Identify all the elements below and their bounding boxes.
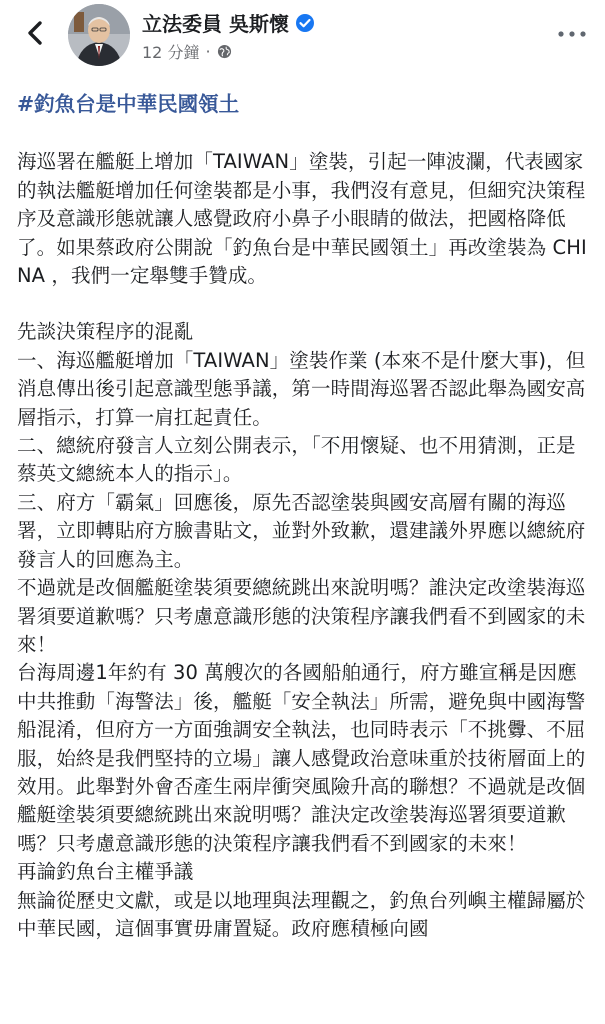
- back-button[interactable]: [18, 16, 52, 50]
- list-item-2: 二、總統府發言人立刻公開表示，「不用懷疑、也不用猜測，正是蔡英文總統本人的指示」。: [17, 434, 576, 486]
- verified-badge-icon: [295, 13, 315, 33]
- post-paragraph-question: 不過就是改個艦艇塗裝須要總統跳出來說明嗎？誰決定改塗裝海巡署須要道歉嗎？只考慮意識形態的決策程序讓我們看不到國家的未來！: [17, 576, 586, 656]
- post-time[interactable]: 12 分鐘: [142, 43, 200, 62]
- post-body: [0, 90, 605, 943]
- globe-icon: [217, 44, 232, 59]
- hashtag-link[interactable]: #釣魚台是中華民國領土: [17, 92, 240, 116]
- avatar-image: [68, 4, 130, 66]
- more-horizontal-icon: [557, 30, 587, 38]
- post-paragraph-sovereignty: 無論從歷史文獻，或是以地理與法理觀之，釣魚台列嶼主權歸屬於中華民國，這個事實毋庸置疑。政府應積極向國: [17, 888, 586, 940]
- avatar[interactable]: [68, 4, 130, 66]
- paragraph-gap: [17, 290, 593, 318]
- post-paragraph-intro: 海巡署在艦艇上增加「TAIWAN」塗裝，引起一陣波瀾，代表國家的執法艦艇增加任何塗裝都是小事，我們沒有意見，但細究決策程序及意識形態就讓人感覺政府小鼻子小眼睛的做法，把國格降低了。如果蔡政府公開說「釣魚台是中華民國領土」再改塗裝為 CHINA ，我們一定舉雙手贊成。: [17, 150, 587, 288]
- post-header: [0, 0, 605, 84]
- author-name-text[interactable]: 立法委員 吳斯懷: [142, 12, 289, 36]
- section-title-decision-process: 先談決策程序的混亂: [17, 320, 194, 344]
- list-item-3: 三、府方「霸氣」回應後，原先否認塗裝與國安高層有關的海巡署，立即轉貼府方臉書貼文，並對外致歉，還建議外界應以總統府發言人的回應為主。: [17, 490, 586, 571]
- more-options-button[interactable]: [555, 24, 589, 44]
- section-title-sovereignty: 再論釣魚台主權爭議: [17, 860, 194, 884]
- author-name[interactable]: [142, 8, 315, 37]
- post-paragraph-taiwan-strait: 台海周邊1年約有 30 萬艘次的各國船舶通行，府方雖宣稱是因應中共推動「海警法」後，艦艇「安全執法」所需，避免與中國海警船混淆，但府方一方面強調安全執法，也同時表示「不挑釁、不屈服，始終是我們堅持的立場」讓人感覺政治意味重於技術層面上的效用。此舉對外會否產生兩岸衝突風險升高的聯想？不過就是改個艦艇塗裝須要總統跳出來說明嗎？誰決定改塗裝海巡署須要道歉嗎？只考慮意識形態的決策程序讓我們看不到國家的未來！: [17, 661, 586, 855]
- post-meta: [142, 40, 232, 63]
- meta-separator: ·: [205, 42, 211, 61]
- list-item-1: 一、海巡艦艇增加「TAIWAN」塗裝作業 (本來不是什麼大事)，但消息傳出後引起意識型態爭議，第一時間海巡署否認此舉為國安高層指示，打算一肩扛起責任。: [17, 348, 586, 429]
- chevron-left-icon: [25, 20, 45, 46]
